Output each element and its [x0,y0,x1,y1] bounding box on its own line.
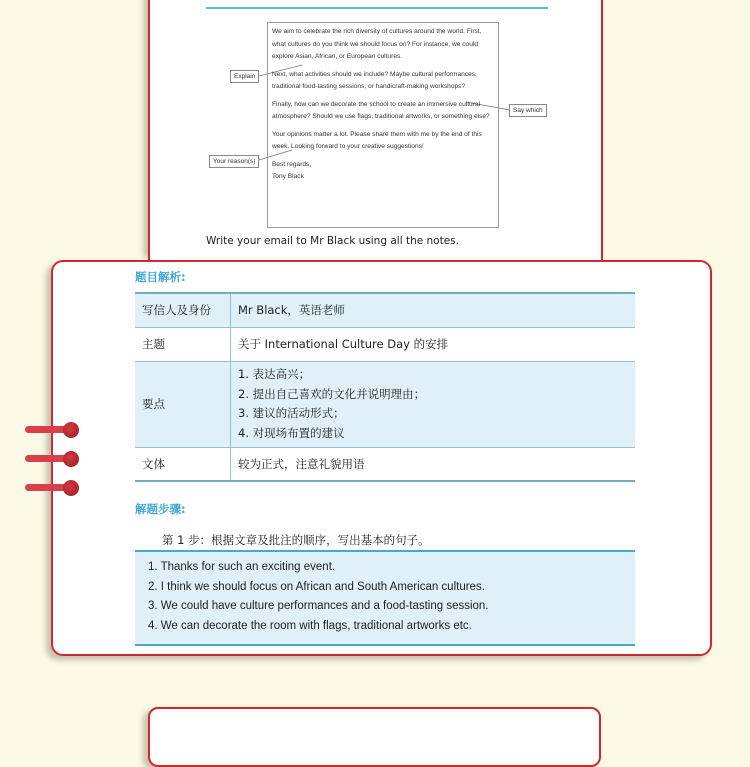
row-value: 较为正式，注意礼貌用语 [238,456,365,471]
step-1-text: 第 1 步：根据文章及批注的顺序，写出基本的句子。 [162,533,430,547]
task-instruction: Write your email to Mr Black using all the notes. [206,235,459,247]
key-point: 2. 提出自己喜欢的文化并说明理由； [238,386,426,401]
table-row [135,447,635,481]
note-explain: Explain [230,70,259,83]
note-say-which: Say which [509,104,547,117]
steps-title: 解题步骤: [135,502,186,516]
next-card [148,707,601,767]
email-paragraph: Your opinions matter a lot. Please share them with me by the end of this week. Looking forward to your creative suggestions! [272,130,482,150]
email-signature: Tony Black [272,173,304,180]
analysis-title: 题目解析: [135,270,186,284]
answer-box [135,550,635,646]
sentence: 3. We could have culture performances and a food-tasting session. [148,600,489,612]
row-value [231,361,636,447]
sentence: 2. I think we should focus on African and South American cultures. [148,580,485,593]
email-paragraph: Next, what activities should we include? Maybe cultural performances, traditional food-tasting sessions, or handicraft-making workshops? [272,70,477,90]
binder-ring-icon [25,451,83,467]
email-text [267,22,499,228]
sentence: 1. Thanks for such an exciting event. [148,561,336,573]
row-key: 文体 [135,447,231,481]
row-value: 关于 International Culture Day 的安排 [238,337,449,351]
task-card [148,0,603,260]
table-row [135,327,635,361]
note-reasons: Your reason(s) [209,155,259,168]
email-paragraph: Finally, how can we decorate the school to create an immersive cultural atmosphere? Should we use flags, traditional artworks, or something else? [272,100,490,120]
next-card-heading-cropped [307,745,462,753]
analysis-card [51,260,712,656]
analysis-table [135,292,635,482]
row-key: 要点 [135,361,231,447]
key-point: 4. 对现场布置的建议 [238,425,345,440]
row-key: 写信人及身份 [135,293,231,327]
table-row [135,361,635,447]
binder-ring-icon [25,480,83,496]
email-paragraph: We aim to celebrate the rich diversity of cultures around the world. First, what cultures do you think we should focus on? For instance, we could explore Asian, African, or European cultures. [272,28,482,60]
key-point: 1. 表达高兴； [238,367,311,381]
binder-ring-icon [25,422,83,438]
table-row [135,293,635,327]
email-closing: Best regards, [272,160,312,168]
row-value: Mr Black，英语老师 [238,303,345,318]
key-point: 3. 建议的活动形式； [238,406,345,420]
sentence: 4. We can decorate the room with flags, traditional artworks etc. [148,619,472,632]
row-key: 主题 [135,327,231,361]
